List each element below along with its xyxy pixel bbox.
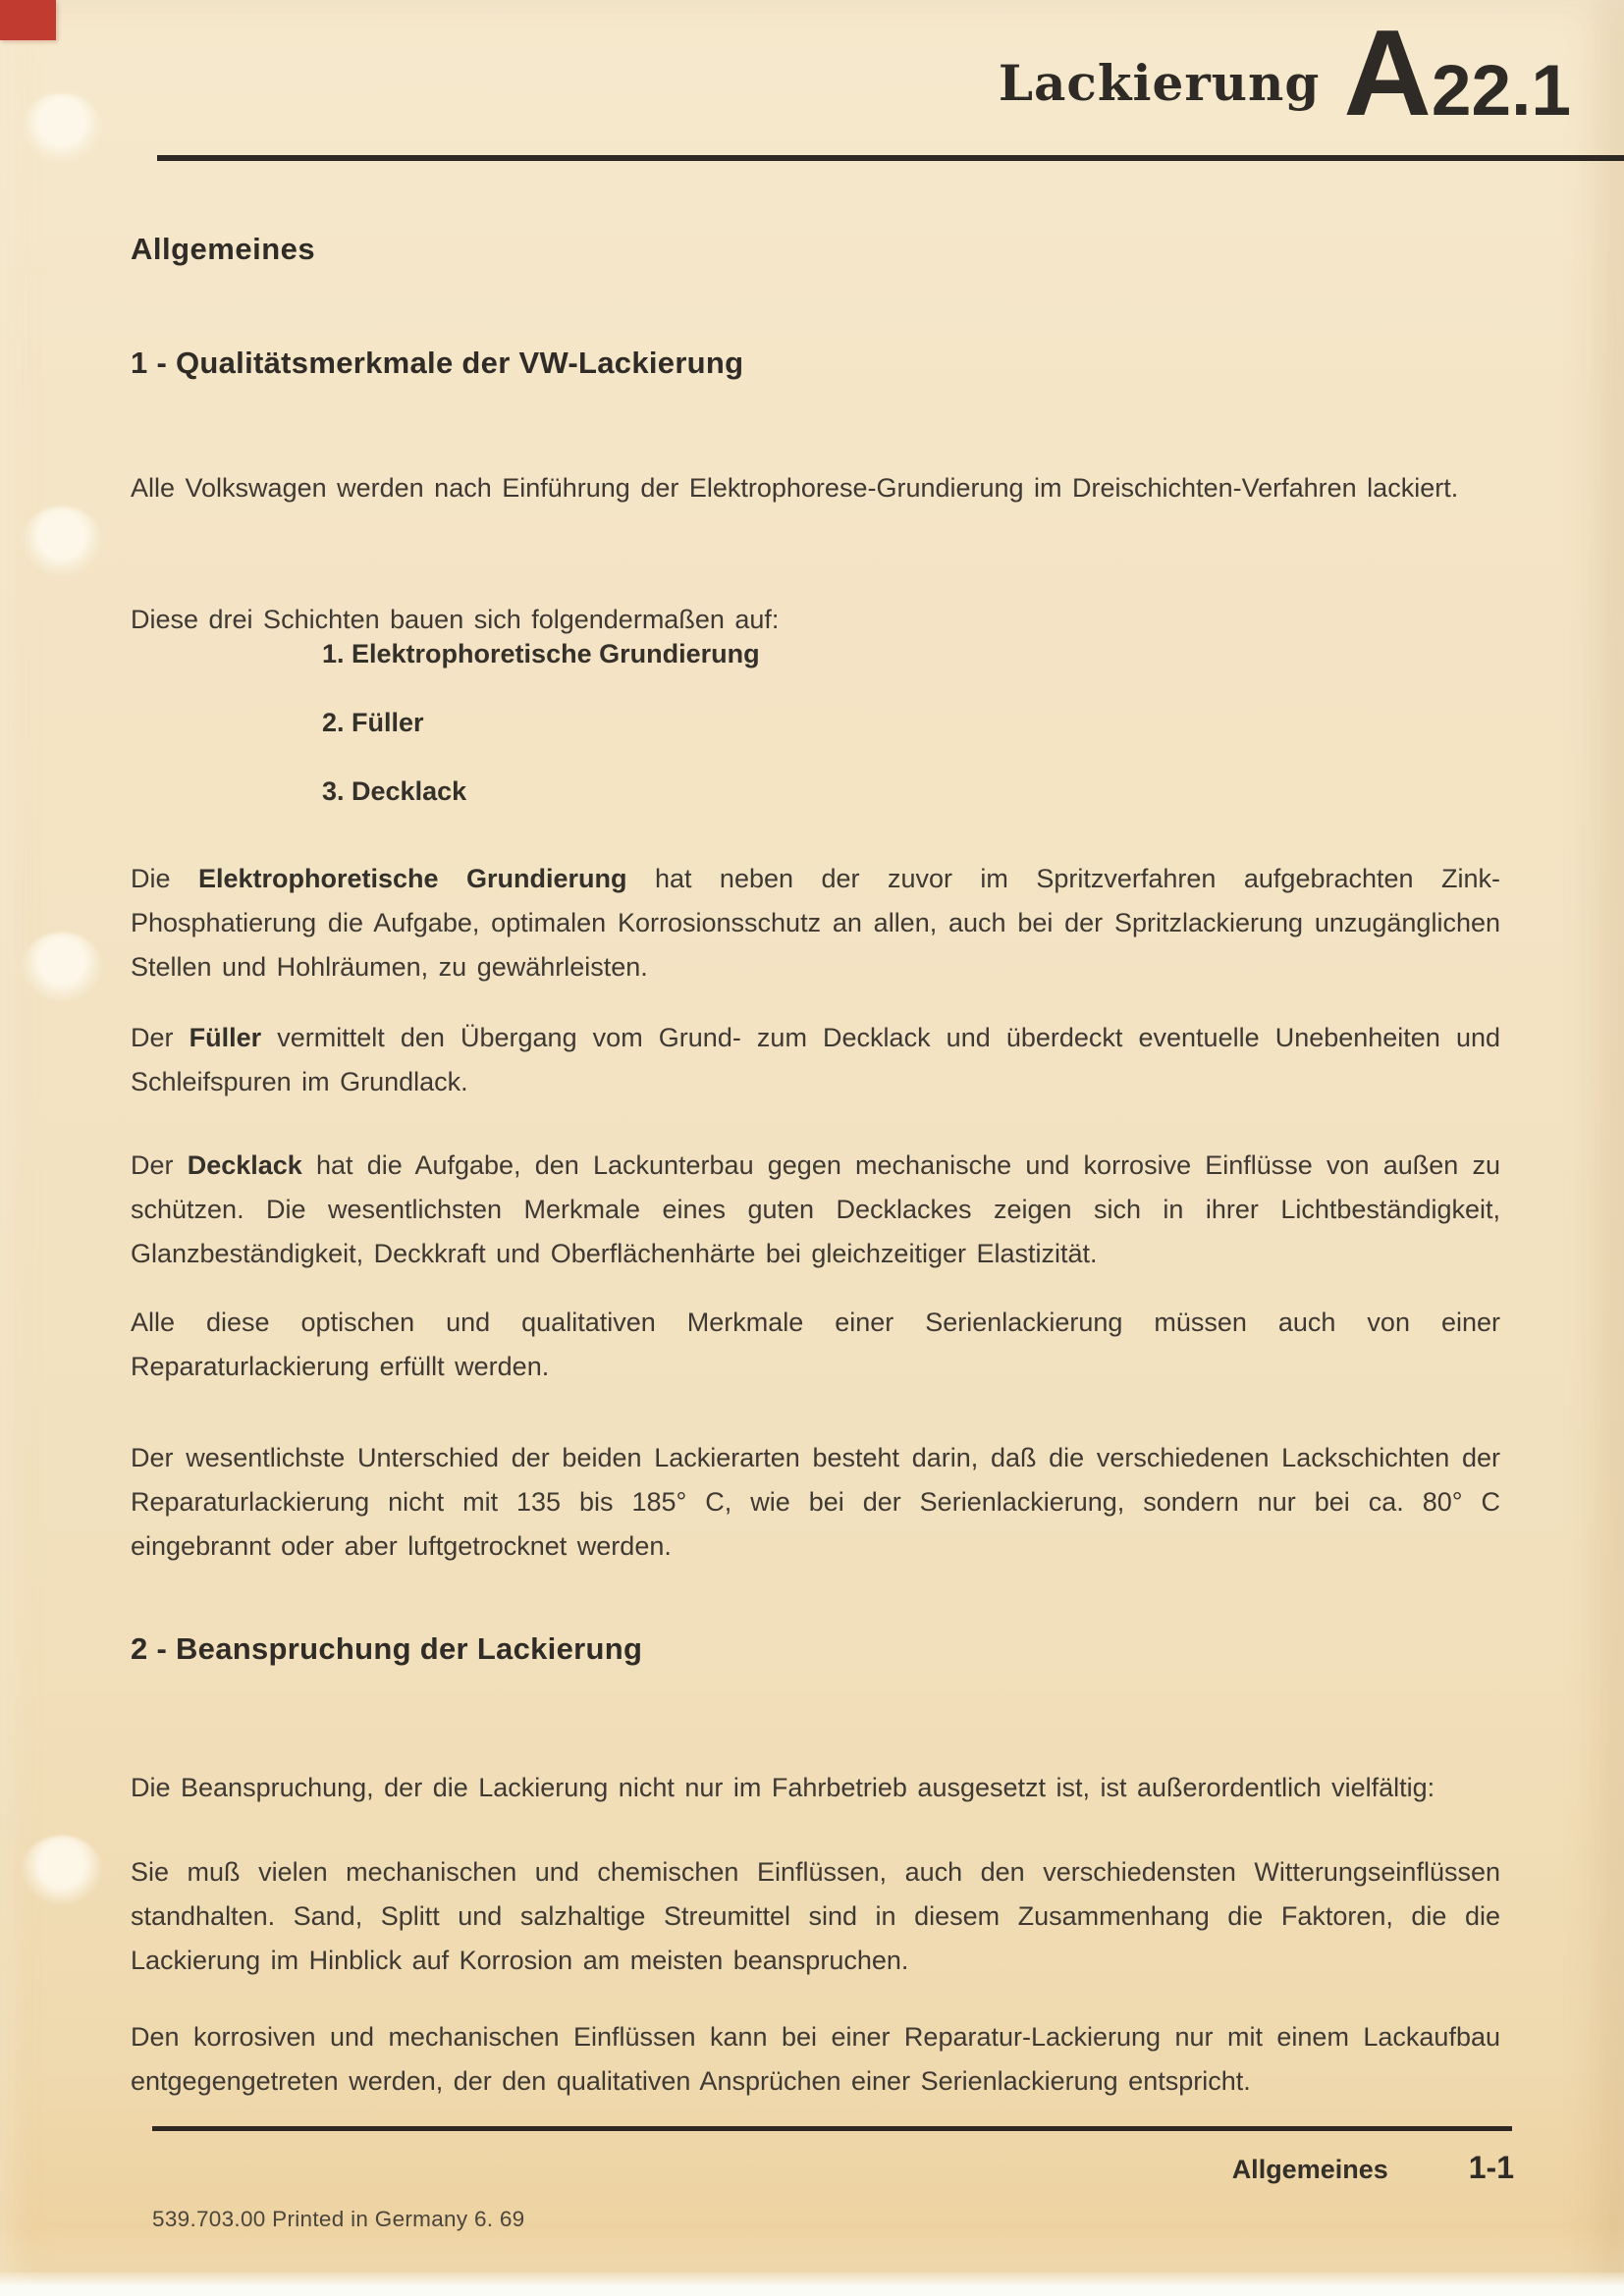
- section2-paragraph-3: Den korrosiven und mechanischen Einflüssen kann bei einer Reparatur-Lackierung nur mit einem Lackaufbau entgegengetreten werden, der den qualitativen Ansprüchen einer Serienlackierung entspricht.: [131, 2022, 1500, 2096]
- section1-paragraph-6: Alle diese optischen und qualitativen Merkmale einer Serienlackierung müssen auch von einer Reparaturlackierung erfüllt werden.: [131, 1308, 1500, 1381]
- layer-item-1: 1. Elektrophoretische Grundierung: [322, 639, 760, 668]
- paragraph-text: hat neben der zuvor im Spritzverfahren aufgebrachten Zink-Phosphatierung die Aufgabe, optimalen Korrosionsschutz an allen, auch bei der Spritzlackierung unzugänglichen Stellen und Hohlräumen, zu gewährleisten.: [131, 864, 1500, 982]
- footer-page-number: 1-1: [1468, 2150, 1514, 2185]
- header-section-number: 22.1: [1431, 51, 1571, 131]
- layer-item-2: 2. Füller: [322, 708, 424, 737]
- bold-term: Elektrophoretische Grundierung: [197, 864, 627, 893]
- paragraph-text: hat die Aufgabe, den Lackunterbau gegen mechanische und korrosive Einflüsse von außen zu schützen. Die wesentlichsten Merkmale eines guten Decklackes zeigen sich in ihrer Lichtbeständigkeit, Glanzbeständigkeit, Deckkraft und Oberflächenhärte bei gleichzeitiger Elastizität.: [131, 1150, 1500, 1268]
- punch-hole: [22, 933, 102, 1001]
- section1-paragraph-7: Der wesentlichste Unterschied der beiden Lackierarten besteht darin, daß die verschiedenen Lackschichten der Reparaturlackierung nicht mit 135 bis 185° C, wie bei der Serienlackierung, sondern nur bei ca. 80° C eingebrannt oder aber luftgetrocknet werden.: [131, 1443, 1500, 1561]
- section1-paragraph-2: Diese drei Schichten bauen sich folgendermaßen auf:: [131, 605, 780, 634]
- punch-hole: [22, 507, 102, 575]
- section2-heading: 2 - Beanspruchung der Lackierung: [131, 1631, 643, 1666]
- layer-list: [322, 632, 760, 838]
- header-rule: [157, 155, 1624, 161]
- section1-paragraph-1: Alle Volkswagen werden nach Einführung der Elektrophorese-Grundierung im Dreischichten-Verfahren lackiert.: [131, 473, 1459, 503]
- page-header: [998, 6, 1571, 141]
- section2-paragraph-2: Sie muß vielen mechanischen und chemischen Einflüssen, auch den verschiedensten Witterungseinflüssen standhalten. Sand, Splitt und salzhaltige Streumittel sind in diesem Zusammenhang die Faktoren, die die Lackierung im Hinblick auf Korrosion am meisten beanspruchen.: [131, 1857, 1500, 1975]
- footer-section-label: Allgemeines: [1231, 2155, 1388, 2184]
- page-title: Allgemeines: [131, 232, 316, 266]
- section2-paragraph-1: Die Beanspruchung, der die Lackierung nicht nur im Fahrbetrieb ausgesetzt ist, ist außerordentlich vielfältig:: [131, 1773, 1435, 1802]
- paragraph-text: vermittelt den Übergang vom Grund- zum Decklack und überdeckt eventuelle Unebenheiten und Schleifspuren im Grundlack.: [131, 1023, 1500, 1096]
- punch-hole: [22, 1836, 102, 1904]
- red-corner-mark: [0, 0, 56, 40]
- layer-item-3: 3. Decklack: [322, 776, 467, 806]
- section1-paragraph-5: [131, 1144, 1500, 1276]
- scan-edge-strip: [0, 2272, 1624, 2296]
- footer-rule: [152, 2126, 1512, 2131]
- paragraph-text: Der: [131, 1023, 189, 1052]
- punch-hole: [22, 93, 102, 162]
- paragraph-text: Die: [131, 864, 198, 893]
- paragraph-text: Der: [131, 1150, 188, 1180]
- header-section-letter: A: [1343, 6, 1429, 141]
- header-title: Lackierung: [998, 54, 1321, 112]
- footer-right: [1232, 2150, 1514, 2186]
- section1-paragraph-3: [131, 857, 1500, 989]
- bold-term: Decklack: [187, 1150, 302, 1180]
- footer-imprint: 539.703.00 Printed in Germany 6. 69: [152, 2207, 525, 2231]
- section1-heading: 1 - Qualitätsmerkmale der VW-Lackierung: [131, 346, 744, 380]
- bold-term: Füller: [189, 1023, 262, 1052]
- section1-paragraph-4: [131, 1016, 1500, 1104]
